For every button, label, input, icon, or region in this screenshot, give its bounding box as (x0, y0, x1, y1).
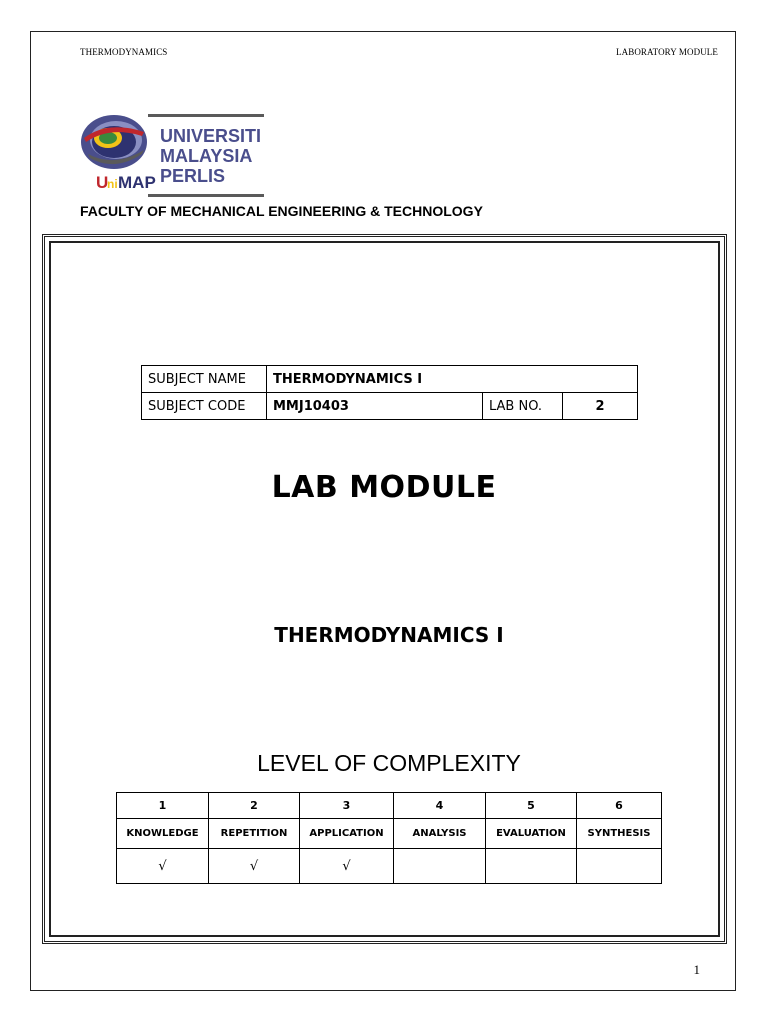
svg-text:ni: ni (107, 177, 118, 191)
level-name: REPETITION (209, 819, 300, 849)
subject-code-label: SUBJECT CODE (142, 393, 267, 420)
lab-no-value: 2 (563, 393, 638, 420)
level-check: √ (300, 849, 394, 884)
logo-mark: U (96, 173, 109, 192)
logo-line3: PERLIS (160, 166, 226, 186)
complexity-title: LEVEL OF COMPLEXITY (257, 750, 521, 776)
level-number: 4 (394, 793, 486, 819)
page-number: 1 (693, 962, 700, 977)
logo-line2: MALAYSIA (160, 146, 253, 166)
unimap-logo (78, 110, 278, 202)
logo-emblem (81, 115, 147, 169)
level-number: 6 (577, 793, 662, 819)
header-right: LABORATORY MODULE (616, 47, 718, 57)
logo-line1: UNIVERSITI (160, 126, 262, 146)
subject-code-row (142, 393, 638, 420)
level-name: EVALUATION (486, 819, 577, 849)
complexity-table (116, 792, 662, 884)
level-check (486, 849, 577, 884)
svg-text:MAP: MAP (118, 173, 156, 192)
complexity-name-row (117, 819, 662, 849)
level-number: 1 (117, 793, 209, 819)
level-name: KNOWLEDGE (117, 819, 209, 849)
faculty-name: FACULTY OF MECHANICAL ENGINEERING & TECHNOLOGY (80, 203, 483, 219)
level-number: 3 (300, 793, 394, 819)
header-left: THERMODYNAMICS (80, 47, 168, 57)
level-check (577, 849, 662, 884)
complexity-check-row (117, 849, 662, 884)
subject-code-value: MMJ10403 (267, 393, 483, 420)
subject-name-value: THERMODYNAMICS I (267, 366, 638, 393)
level-name: ANALYSIS (394, 819, 486, 849)
lab-no-label: LAB NO. (483, 393, 563, 420)
subject-table (141, 365, 638, 420)
subject-name-row (142, 366, 638, 393)
module-subtitle: THERMODYNAMICS I (274, 623, 504, 647)
level-number: 2 (209, 793, 300, 819)
level-name: SYNTHESIS (577, 819, 662, 849)
subject-name-label: SUBJECT NAME (142, 366, 267, 393)
level-name: APPLICATION (300, 819, 394, 849)
level-check (394, 849, 486, 884)
level-number: 5 (486, 793, 577, 819)
complexity-level-row (117, 793, 662, 819)
level-check: √ (117, 849, 209, 884)
page-title: LAB MODULE (271, 470, 497, 505)
level-check: √ (209, 849, 300, 884)
